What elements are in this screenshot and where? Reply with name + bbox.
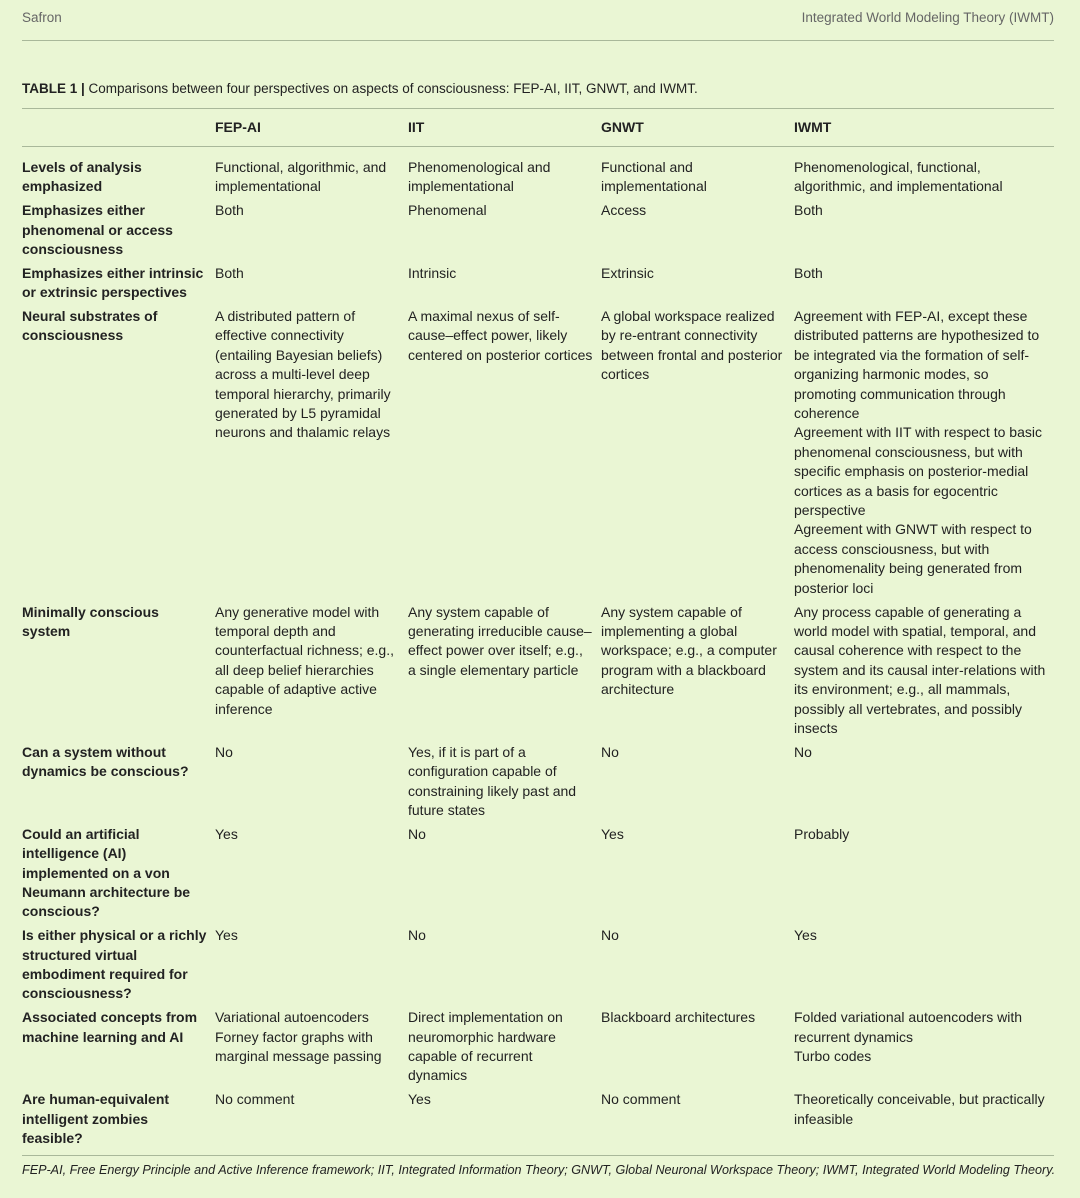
table-cell: Yes bbox=[408, 1091, 431, 1108]
table-cell: Variational autoencoders Forney factor graphs with marginal message passing bbox=[215, 1009, 382, 1064]
footnote-divider bbox=[22, 1155, 1054, 1156]
table-cell: Both bbox=[215, 264, 244, 281]
table-cell: Probably bbox=[794, 825, 850, 842]
table-cell: Folded variational autoencoders with recurrent dynamics Turbo codes bbox=[794, 1009, 1023, 1064]
table-caption-text: Comparisons between four perspectives on aspects of consciousness: FEP-AI, IIT, GNWT, and IWMT. bbox=[88, 81, 698, 96]
table-cell: Theoretically conceivable, but practically infeasible bbox=[794, 1091, 1045, 1127]
table-row bbox=[22, 1090, 1054, 1148]
table-cell: Functional and implementational bbox=[601, 159, 707, 195]
running-header bbox=[22, 10, 1054, 25]
table-cell: No comment bbox=[601, 1091, 681, 1108]
running-header-title: Integrated World Modeling Theory (IWMT) bbox=[801, 10, 1054, 25]
table-cell: Any system capable of implementing a global workspace; e.g., a computer program with a blackboard architecture bbox=[601, 603, 777, 698]
table-cell: Extrinsic bbox=[601, 264, 654, 281]
table-cell: Any generative model with temporal depth and counterfactual richness; e.g., all deep belief hierarchies capable of adaptive active inference bbox=[215, 603, 394, 717]
table-cell: Both bbox=[215, 202, 244, 219]
header-divider bbox=[22, 40, 1054, 41]
table-cell: Functional, algorithmic, and implementational bbox=[215, 159, 387, 195]
table-cell: No comment bbox=[215, 1091, 295, 1108]
table-cell: Yes bbox=[215, 825, 238, 842]
table-cell: No bbox=[408, 825, 426, 842]
table-cell: Yes bbox=[601, 825, 624, 842]
table-cell: Yes bbox=[215, 927, 238, 944]
table-cell: A distributed pattern of effective connectivity (entailing Bayesian beliefs) across a multi-level deep temporal hierarchy, primarily generated by L5 pyramidal neurons and thalamic relays bbox=[215, 308, 391, 441]
table-cell: A global workspace realized by re-entrant connectivity between frontal and posterior cortices bbox=[601, 308, 783, 383]
table-row bbox=[22, 603, 1054, 739]
table-cell: No bbox=[601, 743, 619, 760]
table-cell: No bbox=[601, 927, 619, 944]
table-cell: Any process capable of generating a world model with spatial, temporal, and causal coherence with respect to the system and its causal inter-relations with its environment; e.g., all mammals, possibly all vertebrates, and possibly insects bbox=[794, 603, 1046, 736]
table-cell: Phenomenal bbox=[408, 202, 487, 219]
row-header: Emphasizes either intrinsic or extrinsic perspectives bbox=[22, 264, 204, 301]
table-row bbox=[22, 1008, 1054, 1086]
table-cell: Any system capable of generating irreducible cause–effect power over itself; e.g., a single elementary particle bbox=[408, 603, 592, 678]
table-cell: Both bbox=[794, 264, 823, 281]
table-caption bbox=[22, 81, 1054, 96]
row-header: Could an artificial intelligence (AI) implemented on a von Neumann architecture be conscious? bbox=[22, 825, 191, 920]
table-row bbox=[22, 201, 1054, 259]
column-header-gnwt: GNWT bbox=[601, 119, 644, 135]
table-row bbox=[22, 926, 1054, 1004]
column-header-divider bbox=[22, 146, 1054, 147]
table-row bbox=[22, 825, 1054, 922]
table-row bbox=[22, 307, 1054, 598]
row-header: Associated concepts from machine learning and AI bbox=[22, 1009, 198, 1045]
table-cell: Direct implementation on neuromorphic hardware capable of recurrent dynamics bbox=[408, 1009, 563, 1084]
table-row bbox=[22, 743, 1054, 821]
table-cell: Blackboard architectures bbox=[601, 1009, 756, 1026]
row-header: Is either physical or a richly structured virtual embodiment required for consciousness? bbox=[22, 927, 207, 1002]
table-footnote: FEP-AI, Free Energy Principle and Active Inference framework; IIT, Integrated Information Theory; GNWT, Global Neuronal Workspace Theory; IWMT, Integrated World Modeling Theory. bbox=[22, 1163, 1056, 1177]
row-header: Neural substrates of consciousness bbox=[22, 308, 158, 344]
row-header: Emphasizes either phenomenal or access consciousness bbox=[22, 202, 173, 258]
table-cell: No bbox=[215, 743, 233, 760]
table-cell: Phenomenological, functional, algorithmic, and implementational bbox=[794, 159, 1003, 195]
column-header-fep-ai: FEP-AI bbox=[215, 119, 261, 135]
row-header: Can a system without dynamics be conscious? bbox=[22, 743, 189, 780]
table-cell: No bbox=[794, 743, 812, 760]
column-header-iit: IIT bbox=[408, 119, 425, 135]
table-cell: Access bbox=[601, 202, 647, 219]
row-header: Levels of analysis emphasized bbox=[22, 159, 142, 195]
table-cell: Yes, if it is part of a configuration capable of constraining likely past and future states bbox=[408, 743, 577, 818]
table-cell: Yes bbox=[794, 927, 817, 944]
table-cell: Intrinsic bbox=[408, 264, 457, 281]
running-header-author: Safron bbox=[22, 10, 62, 25]
table-cell: A maximal nexus of self-cause–effect power, likely centered on posterior cortices bbox=[408, 308, 593, 363]
table-cell: Agreement with FEP-AI, except these distributed patterns are hypothesized to be integrated via the formation of self-organizing harmonic modes, so promoting communication through coherence Agreement with IIT with respect to basic phenomenal consciousness, but with specific emphasis on posterior-medial cortices as a basis for egocentric perspective Agreement with GNWT with respect to access consciousness, but with phenomenality being generated from posterior loci bbox=[794, 308, 1042, 596]
row-header: Are human-equivalent intelligent zombies feasible? bbox=[22, 1091, 170, 1147]
table-row bbox=[22, 158, 1054, 197]
table-cell: Both bbox=[794, 202, 823, 219]
table-row bbox=[22, 264, 1054, 303]
table-caption-label: TABLE 1 | bbox=[22, 81, 85, 96]
row-header: Minimally conscious system bbox=[22, 603, 159, 639]
table-cell: No bbox=[408, 927, 426, 944]
table-body bbox=[22, 158, 1054, 1153]
table-cell: Phenomenological and implementational bbox=[408, 159, 551, 195]
column-header-iwmt: IWMT bbox=[794, 119, 832, 135]
caption-divider bbox=[22, 108, 1054, 109]
